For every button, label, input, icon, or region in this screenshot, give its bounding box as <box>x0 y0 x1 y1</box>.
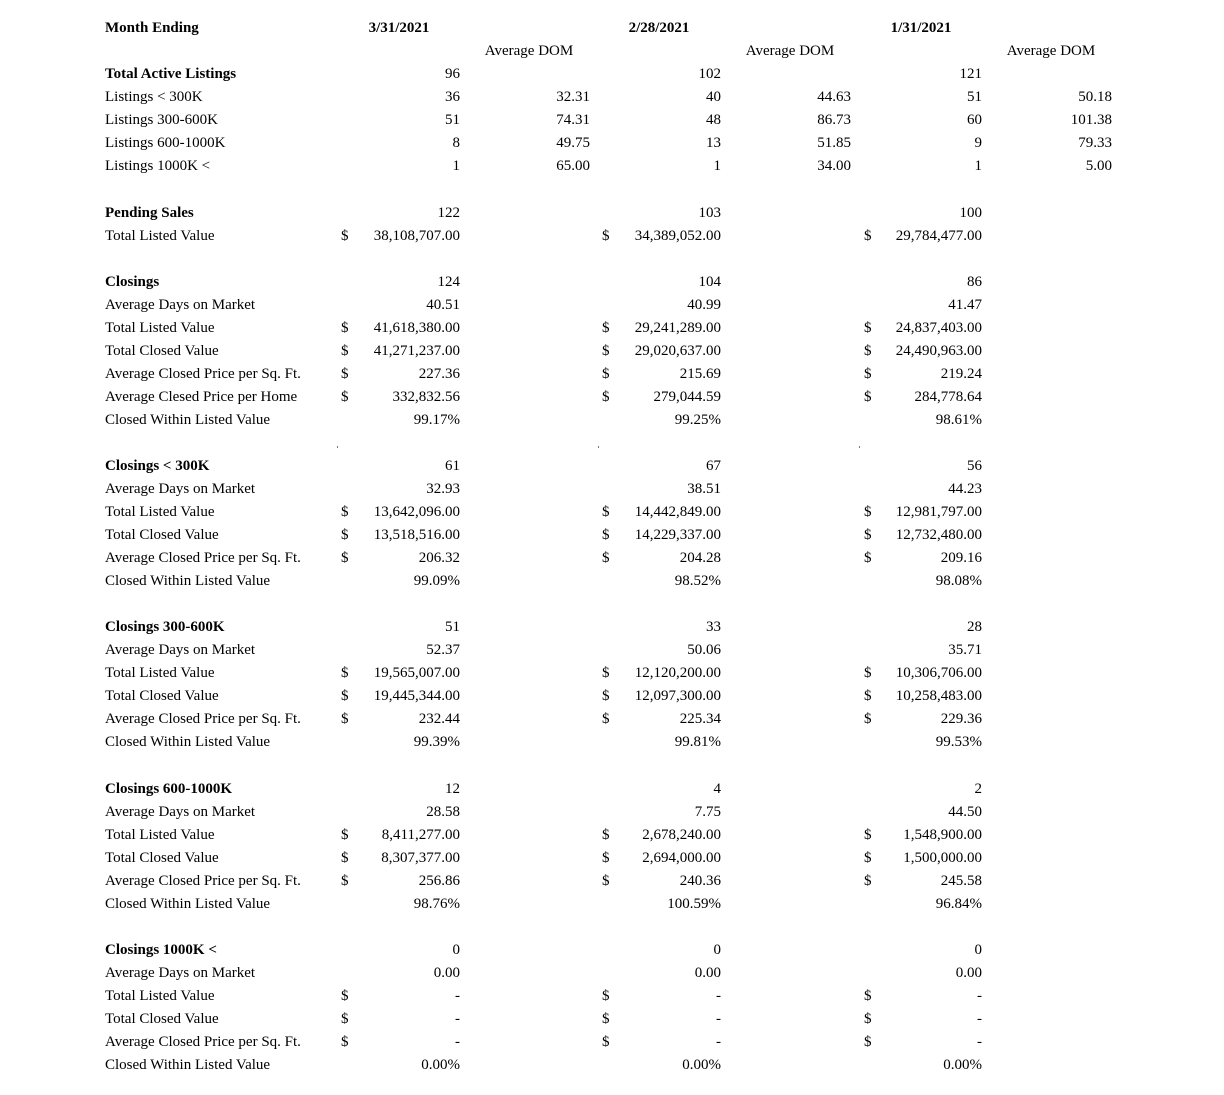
average-dom-value: 79.33 <box>1078 135 1112 151</box>
row-value: 12,097,300.00 <box>634 688 721 704</box>
currency-symbol: $ <box>864 665 872 681</box>
currency-symbol: $ <box>341 366 349 382</box>
row-label: Total Listed Value <box>105 504 215 520</box>
active-total-value: 102 <box>698 66 721 82</box>
row-value: 0.00 <box>433 965 460 981</box>
currency-symbol: $ <box>602 504 610 520</box>
currency-symbol: $ <box>602 711 610 727</box>
row-value: 0.00 <box>694 965 721 981</box>
currency-symbol: $ <box>341 504 349 520</box>
row-value: 0.00 <box>955 965 982 981</box>
average-dom-header: Average DOM <box>1006 43 1096 59</box>
active-total-value: 121 <box>959 66 982 82</box>
row-label: Average Closed Price per Sq. Ft. <box>105 366 301 382</box>
row-value: 98.61% <box>935 412 982 428</box>
row-label: Average Closed Price per Sq. Ft. <box>105 873 301 889</box>
row-value: 98.52% <box>674 573 721 589</box>
row-value: 99.25% <box>674 412 721 428</box>
row-value: 7.75 <box>694 804 721 820</box>
currency-symbol: $ <box>341 688 349 704</box>
section-total-value: 28 <box>967 619 982 635</box>
row-value: 13,642,096.00 <box>373 504 460 520</box>
currency-symbol: $ <box>864 711 872 727</box>
currency-symbol: $ <box>864 527 872 543</box>
currency-symbol: $ <box>341 389 349 405</box>
separator-tick <box>598 446 599 448</box>
row-value: 219.24 <box>940 366 982 382</box>
currency-symbol: $ <box>864 873 872 889</box>
row-value: 14,229,337.00 <box>634 527 721 543</box>
row-value: 240.36 <box>679 873 721 889</box>
row-label: Average Closed Price per Sq. Ft. <box>105 1034 301 1050</box>
section-total-value: 12 <box>445 781 460 797</box>
row-value: 41,618,380.00 <box>373 320 460 336</box>
currency-symbol: $ <box>341 1034 349 1050</box>
average-dom-header: Average DOM <box>484 43 574 59</box>
row-label: Total Listed Value <box>105 988 215 1004</box>
currency-symbol: $ <box>341 665 349 681</box>
separator-tick <box>337 446 338 448</box>
currency-symbol: $ <box>602 366 610 382</box>
section-title: Closings <box>105 274 160 290</box>
section-title: Pending Sales <box>105 205 194 221</box>
row-label: Closed Within Listed Value <box>105 734 271 750</box>
currency-symbol: $ <box>602 527 610 543</box>
row-value: - <box>716 988 721 1004</box>
row-value: - <box>716 1011 721 1027</box>
currency-symbol: $ <box>864 343 872 359</box>
section-total-value: 2 <box>974 781 982 797</box>
section-title: Closings < 300K <box>105 458 210 474</box>
row-value: 225.34 <box>679 711 721 727</box>
average-dom-header: Average DOM <box>745 43 835 59</box>
currency-symbol: $ <box>341 711 349 727</box>
listing-count: 1 <box>452 158 460 174</box>
row-value: 0.00% <box>943 1057 982 1073</box>
row-label: Listings 600-1000K <box>105 135 226 151</box>
row-value: - <box>977 1034 982 1050</box>
row-value: 28.58 <box>426 804 460 820</box>
currency-symbol: $ <box>341 527 349 543</box>
average-dom-value: 65.00 <box>556 158 590 174</box>
row-value: 12,981,797.00 <box>895 504 982 520</box>
section-total-value: 86 <box>967 274 982 290</box>
row-label: Listings 300-600K <box>105 112 218 128</box>
row-value: 40.51 <box>426 297 460 313</box>
section-total-value: 56 <box>967 458 982 474</box>
average-dom-value: 86.73 <box>817 112 851 128</box>
currency-symbol: $ <box>341 343 349 359</box>
section-total-value: 124 <box>437 274 460 290</box>
row-label: Closed Within Listed Value <box>105 896 271 912</box>
listing-count: 51 <box>967 89 982 105</box>
average-dom-value: 34.00 <box>817 158 851 174</box>
active-total-value: 96 <box>445 66 460 82</box>
average-dom-value: 101.38 <box>1070 112 1112 128</box>
section-total-value: 122 <box>437 205 460 221</box>
row-value: 10,258,483.00 <box>895 688 982 704</box>
row-label: Average Days on Market <box>105 965 256 981</box>
row-value: 19,445,344.00 <box>373 688 460 704</box>
row-label: Listings < 300K <box>105 89 203 105</box>
row-value: 2,678,240.00 <box>642 827 721 843</box>
row-value: 50.06 <box>687 642 721 658</box>
row-value: 19,565,007.00 <box>373 665 460 681</box>
section-total-value: 0 <box>713 942 721 958</box>
currency-symbol: $ <box>864 988 872 1004</box>
currency-symbol: $ <box>602 550 610 566</box>
row-value: 44.50 <box>948 804 982 820</box>
row-value: 8,307,377.00 <box>381 850 460 866</box>
row-value: - <box>455 988 460 1004</box>
row-label: Total Closed Value <box>105 850 219 866</box>
row-label: Average Days on Market <box>105 804 256 820</box>
row-value: 209.16 <box>940 550 982 566</box>
row-value: - <box>455 1034 460 1050</box>
row-value: 10,306,706.00 <box>895 665 982 681</box>
row-value: 38.51 <box>687 481 721 497</box>
row-label: Average Days on Market <box>105 642 256 658</box>
currency-symbol: $ <box>864 550 872 566</box>
listing-count: 40 <box>706 89 721 105</box>
currency-symbol: $ <box>864 850 872 866</box>
section-title: Closings 300-600K <box>105 619 225 635</box>
row-label: Total Closed Value <box>105 343 219 359</box>
row-value: 44.23 <box>948 481 982 497</box>
listing-count: 48 <box>706 112 721 128</box>
currency-symbol: $ <box>341 320 349 336</box>
listing-count: 8 <box>452 135 460 151</box>
currency-symbol: $ <box>864 366 872 382</box>
row-label: Total Listed Value <box>105 827 215 843</box>
currency-symbol: $ <box>864 320 872 336</box>
row-value: 99.53% <box>935 734 982 750</box>
row-value: 215.69 <box>679 366 721 382</box>
currency-symbol: $ <box>602 850 610 866</box>
row-value: 35.71 <box>948 642 982 658</box>
row-label: Closed Within Listed Value <box>105 1057 271 1073</box>
row-label: Average Days on Market <box>105 297 256 313</box>
row-value: 41.47 <box>948 297 982 313</box>
row-label: Total Listed Value <box>105 665 215 681</box>
row-value: 100.59% <box>667 896 721 912</box>
row-value: 332,832.56 <box>392 389 460 405</box>
currency-symbol: $ <box>341 827 349 843</box>
row-value: 245.58 <box>940 873 982 889</box>
row-label: Average Days on Market <box>105 481 256 497</box>
currency-symbol: $ <box>602 827 610 843</box>
row-label: Average Closed Price per Sq. Ft. <box>105 711 301 727</box>
row-value: 227.36 <box>418 366 460 382</box>
row-value: 29,784,477.00 <box>895 228 982 244</box>
average-dom-value: 32.31 <box>556 89 590 105</box>
listing-count: 1 <box>974 158 982 174</box>
currency-symbol: $ <box>864 827 872 843</box>
row-value: 0.00% <box>421 1057 460 1073</box>
separator-tick <box>859 446 860 448</box>
section-total-value: 103 <box>698 205 721 221</box>
row-value: 232.44 <box>418 711 460 727</box>
row-label: Total Closed Value <box>105 527 219 543</box>
row-label: Average Closed Price per Sq. Ft. <box>105 550 301 566</box>
average-dom-value: 44.63 <box>817 89 851 105</box>
row-value: 41,271,237.00 <box>373 343 460 359</box>
row-value: 99.17% <box>413 412 460 428</box>
row-value: 14,442,849.00 <box>634 504 721 520</box>
row-value: 98.08% <box>935 573 982 589</box>
section-total-value: 33 <box>706 619 721 635</box>
month-ending-label: Month Ending <box>105 20 199 36</box>
row-value: 99.09% <box>413 573 460 589</box>
average-dom-value: 74.31 <box>556 112 590 128</box>
currency-symbol: $ <box>341 550 349 566</box>
currency-symbol: $ <box>341 988 349 1004</box>
currency-symbol: $ <box>341 850 349 866</box>
row-value: 0.00% <box>682 1057 721 1073</box>
row-value: - <box>716 1034 721 1050</box>
average-dom-value: 51.85 <box>817 135 851 151</box>
row-value: 2,694,000.00 <box>642 850 721 866</box>
average-dom-value: 5.00 <box>1085 158 1112 174</box>
listing-count: 36 <box>445 89 460 105</box>
row-value: - <box>977 1011 982 1027</box>
currency-symbol: $ <box>341 1011 349 1027</box>
row-value: 24,490,963.00 <box>895 343 982 359</box>
row-value: 32.93 <box>426 481 460 497</box>
currency-symbol: $ <box>864 389 872 405</box>
currency-symbol: $ <box>864 228 872 244</box>
currency-symbol: $ <box>602 1034 610 1050</box>
section-total-value: 0 <box>974 942 982 958</box>
listing-count: 51 <box>445 112 460 128</box>
section-total-value: 67 <box>706 458 721 474</box>
row-value: 29,241,289.00 <box>634 320 721 336</box>
currency-symbol: $ <box>602 389 610 405</box>
currency-symbol: $ <box>602 1011 610 1027</box>
row-value: 13,518,516.00 <box>373 527 460 543</box>
row-value: 1,500,000.00 <box>903 850 982 866</box>
row-value: 38,108,707.00 <box>373 228 460 244</box>
row-value: 98.76% <box>413 896 460 912</box>
row-value: 8,411,277.00 <box>381 827 460 843</box>
section-total-value: 51 <box>445 619 460 635</box>
listing-count: 1 <box>713 158 721 174</box>
section-total-value: 0 <box>452 942 460 958</box>
month-header: 2/28/2021 <box>628 20 690 36</box>
row-value: 12,732,480.00 <box>895 527 982 543</box>
currency-symbol: $ <box>864 504 872 520</box>
row-value: 206.32 <box>418 550 460 566</box>
section-total-value: 100 <box>959 205 982 221</box>
listing-count: 60 <box>967 112 982 128</box>
currency-symbol: $ <box>602 320 610 336</box>
currency-symbol: $ <box>602 665 610 681</box>
currency-symbol: $ <box>341 228 349 244</box>
average-dom-value: 49.75 <box>556 135 590 151</box>
currency-symbol: $ <box>341 873 349 889</box>
month-header: 1/31/2021 <box>890 20 952 36</box>
row-value: - <box>977 988 982 1004</box>
row-value: 52.37 <box>426 642 460 658</box>
row-label: Total Listed Value <box>105 228 215 244</box>
row-value: - <box>455 1011 460 1027</box>
listing-count: 9 <box>974 135 982 151</box>
row-value: 34,389,052.00 <box>634 228 721 244</box>
section-title: Total Active Listings <box>105 66 237 82</box>
currency-symbol: $ <box>864 688 872 704</box>
row-value: 1,548,900.00 <box>903 827 982 843</box>
row-value: 29,020,637.00 <box>634 343 721 359</box>
row-value: 256.86 <box>418 873 460 889</box>
row-value: 204.28 <box>679 550 721 566</box>
currency-symbol: $ <box>602 343 610 359</box>
section-title: Closings 1000K < <box>105 942 217 958</box>
row-value: 40.99 <box>687 297 721 313</box>
row-label: Total Closed Value <box>105 688 219 704</box>
currency-symbol: $ <box>864 1034 872 1050</box>
section-title: Closings 600-1000K <box>105 781 233 797</box>
row-label: Closed Within Listed Value <box>105 573 271 589</box>
row-label: Total Closed Value <box>105 1011 219 1027</box>
currency-symbol: $ <box>602 228 610 244</box>
row-label: Average Clesed Price per Home <box>105 389 298 405</box>
row-value: 279,044.59 <box>653 389 721 405</box>
row-value: 12,120,200.00 <box>634 665 721 681</box>
row-value: 96.84% <box>935 896 982 912</box>
section-total-value: 4 <box>713 781 721 797</box>
row-label: Listings 1000K < <box>105 158 211 174</box>
currency-symbol: $ <box>602 688 610 704</box>
row-value: 229.36 <box>940 711 982 727</box>
currency-symbol: $ <box>864 1011 872 1027</box>
row-value: 99.39% <box>413 734 460 750</box>
section-total-value: 61 <box>445 458 460 474</box>
currency-symbol: $ <box>602 988 610 1004</box>
currency-symbol: $ <box>602 873 610 889</box>
listing-count: 13 <box>706 135 721 151</box>
average-dom-value: 50.18 <box>1078 89 1112 105</box>
section-total-value: 104 <box>698 274 721 290</box>
row-value: 99.81% <box>674 734 721 750</box>
row-value: 24,837,403.00 <box>895 320 982 336</box>
month-header: 3/31/2021 <box>368 20 430 36</box>
row-label: Closed Within Listed Value <box>105 412 271 428</box>
row-value: 284,778.64 <box>914 389 982 405</box>
row-label: Total Listed Value <box>105 320 215 336</box>
